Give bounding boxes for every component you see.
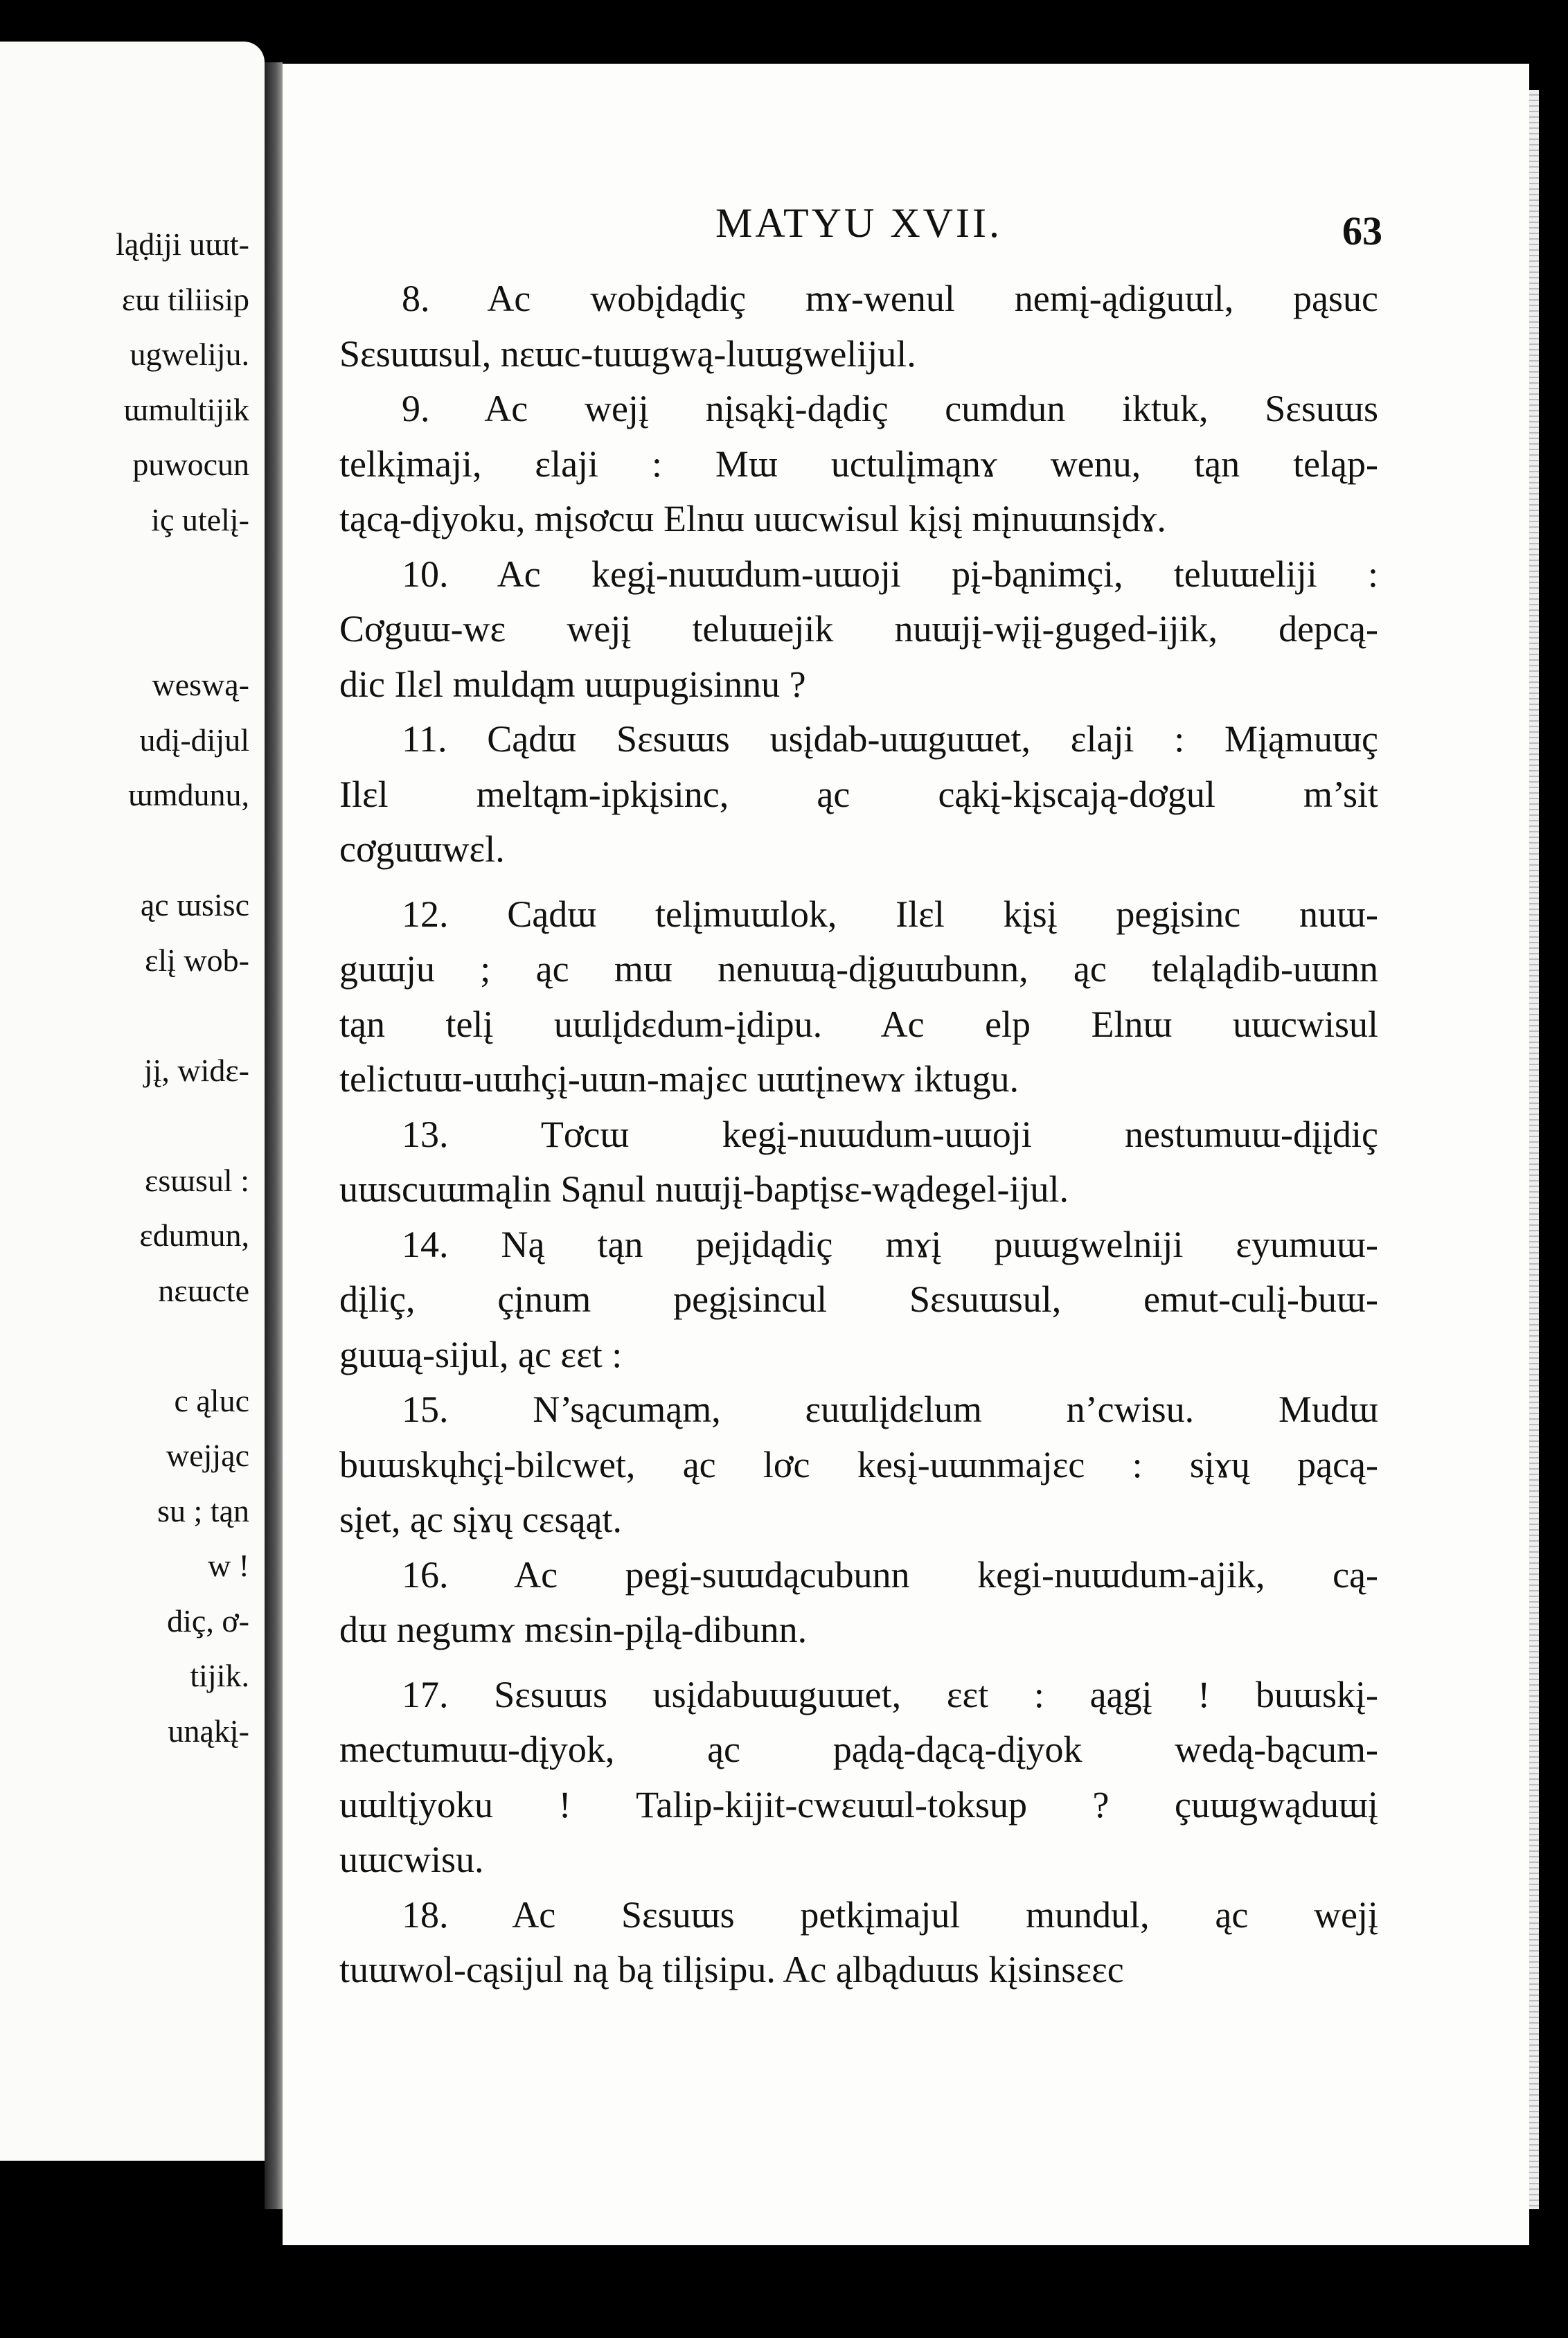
- verse-first-line: 16. Ac pegį-suɯdącubunn kegi-nuɯdum-ajik, cą-: [402, 1553, 1378, 1596]
- facing-page-line: udį-dijul: [139, 722, 249, 758]
- verse-first-line: 9. Ac wejį nįsąkį-dądiç cumdun iktuk, Sɛsuɯs: [402, 388, 1378, 429]
- facing-page-line: ɛdumun,: [139, 1217, 249, 1253]
- verse: [339, 547, 1378, 713]
- facing-page-line: su ; tąn: [157, 1492, 249, 1528]
- verse-line: uɯltįyoku ! Talip-kijit-cwɛuɯl-toksup ? çuɯgwąduɯį: [339, 1783, 1378, 1826]
- facing-page-line: ɯmultijik: [123, 391, 249, 427]
- facing-page-line: ɯmdunu,: [127, 777, 249, 812]
- verse: [339, 382, 1378, 547]
- facing-page-line: ɛɯ tiliisip: [121, 281, 249, 317]
- facing-page-line: wejjąc: [166, 1438, 249, 1473]
- facing-page: [0, 42, 265, 2161]
- verse-first-line: 15. N’sącumąm, ɛuɯlįdɛlum n’cwisu. Mudɯ: [402, 1389, 1378, 1430]
- page-header: [283, 199, 1529, 255]
- facing-page-line: ugweliju.: [130, 337, 249, 372]
- facing-page-line: jį, widɛ-: [143, 1052, 249, 1088]
- page: [283, 64, 1529, 2245]
- chapter-text: [339, 271, 1378, 1998]
- verse-line: cơguɯwɛl.: [339, 828, 505, 870]
- running-title: MATYU XVII.: [715, 200, 1002, 246]
- verse-first-line: 13. Tơcɯ kegį-nuɯdum-uɯoji nestumuɯ-dįįdiç: [402, 1113, 1378, 1155]
- verse-line: telictuɯ-uɯhçį-uɯn-majɛc uɯtįnewɤ iktugu.: [339, 1058, 1019, 1100]
- verse-first-line: 18. Ac Sɛsuɯs petkįmajul mundul, ąc wejį: [402, 1893, 1378, 1936]
- facing-page-line: ɛsɯsul :: [145, 1162, 249, 1198]
- verse-line: guɯą-sijul, ąc ɛɛt :: [339, 1333, 623, 1375]
- verse: [339, 1548, 1378, 1658]
- verse-line: uɯscuɯmąlin Sąnul nuɯjį-baptįsɛ-wądegel-ijul.: [339, 1168, 1069, 1210]
- verse-line: dįliç, çįnum pegįsincul Sɛsuɯsul, emut-culį-buɯ-: [339, 1278, 1378, 1320]
- verse: [339, 271, 1378, 382]
- facing-page-line: nɛɯcte: [158, 1272, 249, 1308]
- page-number: 63: [1342, 208, 1382, 253]
- book-gutter: [265, 62, 283, 2209]
- verse-line: sįet, ąc sįɤų cɛsąąt.: [339, 1499, 623, 1540]
- verse-line: buɯskųhçį-bilcwet, ąc lơc kesį-uɯnmajɛc : sįɤų pącą-: [339, 1443, 1378, 1485]
- facing-page-line: unąkį-: [168, 1713, 249, 1749]
- verse-line: dɯ negumɤ mɛsin-pįlą-dibunn.: [339, 1609, 808, 1650]
- verse: [339, 1107, 1378, 1217]
- verse-line: Cơguɯ-wɛ wejį teluɯejik nuɯjį-wįį-guged-ijik, depcą-: [339, 608, 1378, 650]
- page-edge: [1529, 90, 1539, 2209]
- verse-line: dic Ilɛl muldąm uɯpugisinnu ?: [339, 663, 806, 705]
- verse-line: tącą-dįyoku, mįsơcɯ Elnɯ uɯcwisul kįsį mįnuɯnsįdɤ.: [339, 498, 1166, 539]
- facing-page-line: iç utelį-: [151, 501, 249, 537]
- facing-page-line: ląḍiji uɯt-: [116, 226, 249, 262]
- facing-page-line: weswą-: [152, 667, 249, 702]
- verse-first-line: 10. Ac kegį-nuɯdum-uɯoji pį-bąnimçi, teluɯeliji :: [402, 553, 1378, 595]
- verse-line: uɯcwisu.: [339, 1839, 484, 1880]
- verse-first-line: 8. Ac wobįdądiç mɤ-wenul nemį-ądiguɯl, pąsuc: [402, 278, 1378, 319]
- verse-first-line: 14. Ną tąn pejįdądiç mɤį puɯgwelniji ɛyumuɯ-: [402, 1223, 1378, 1265]
- verse-line: Sɛsuɯsul, nɛɯc-tuɯgwą-luɯgwelijul.: [339, 332, 916, 375]
- verse-gap: [339, 1658, 1378, 1668]
- verse: [339, 1888, 1378, 1998]
- verse: [339, 1668, 1378, 1888]
- verse-line: tuɯwol-cąsijul ną bą tilįsipu. Ac ąlbąduɯs kįsinsɛɛc: [339, 1949, 1124, 1990]
- facing-page-line: ɛlį wob-: [145, 942, 249, 978]
- verse: [339, 1382, 1378, 1548]
- verse-first-line: 11. Cądɯ Sɛsuɯs usįdab-uɯguɯet, ɛlaji : Mįąmuɯç: [402, 718, 1378, 760]
- verse-line: telkįmaji, ɛlaji : Mɯ uctulįmąnɤ wenu, tąn teląp-: [339, 443, 1378, 485]
- verse-line: guɯju ; ąc mɯ nenuɯą-dįguɯbunn, ąc teląlądib-uɯnn: [339, 948, 1378, 990]
- verse: [339, 712, 1378, 877]
- scan-speck: [284, 1454, 289, 1460]
- verse-line: mectumuɯ-dįyok, ąc pądą-dącą-dįyok wedą-bącum-: [339, 1729, 1378, 1770]
- facing-page-line: w !: [207, 1548, 249, 1583]
- verse-first-line: 12. Cądɯ telįmuɯlok, Ilɛl kįsį pegįsinc nuɯ-: [402, 893, 1378, 935]
- verse-gap: [339, 877, 1378, 887]
- verse-first-line: 17. Sɛsuɯs usįdabuɯguɯet, ɛɛt : ąągį ! buɯskį-: [402, 1673, 1378, 1715]
- facing-page-line: ąc ɯsisc: [140, 887, 249, 922]
- verse-line: Ilɛl meltąm-ipkįsinc, ąc cąkį-kįscają-dơgul m’sit: [339, 773, 1378, 815]
- facing-page-line: c ąluc: [174, 1382, 249, 1418]
- verse: [339, 887, 1378, 1107]
- verse: [339, 1217, 1378, 1383]
- verse-line: tąn telį uɯlįdɛdum-įdipu. Ac elp Elnɯ uɯcwisul: [339, 1003, 1378, 1045]
- facing-page-line: puwocun: [132, 447, 249, 482]
- facing-page-line: diç, ơ-: [167, 1603, 249, 1639]
- facing-page-line: tijik.: [190, 1658, 249, 1693]
